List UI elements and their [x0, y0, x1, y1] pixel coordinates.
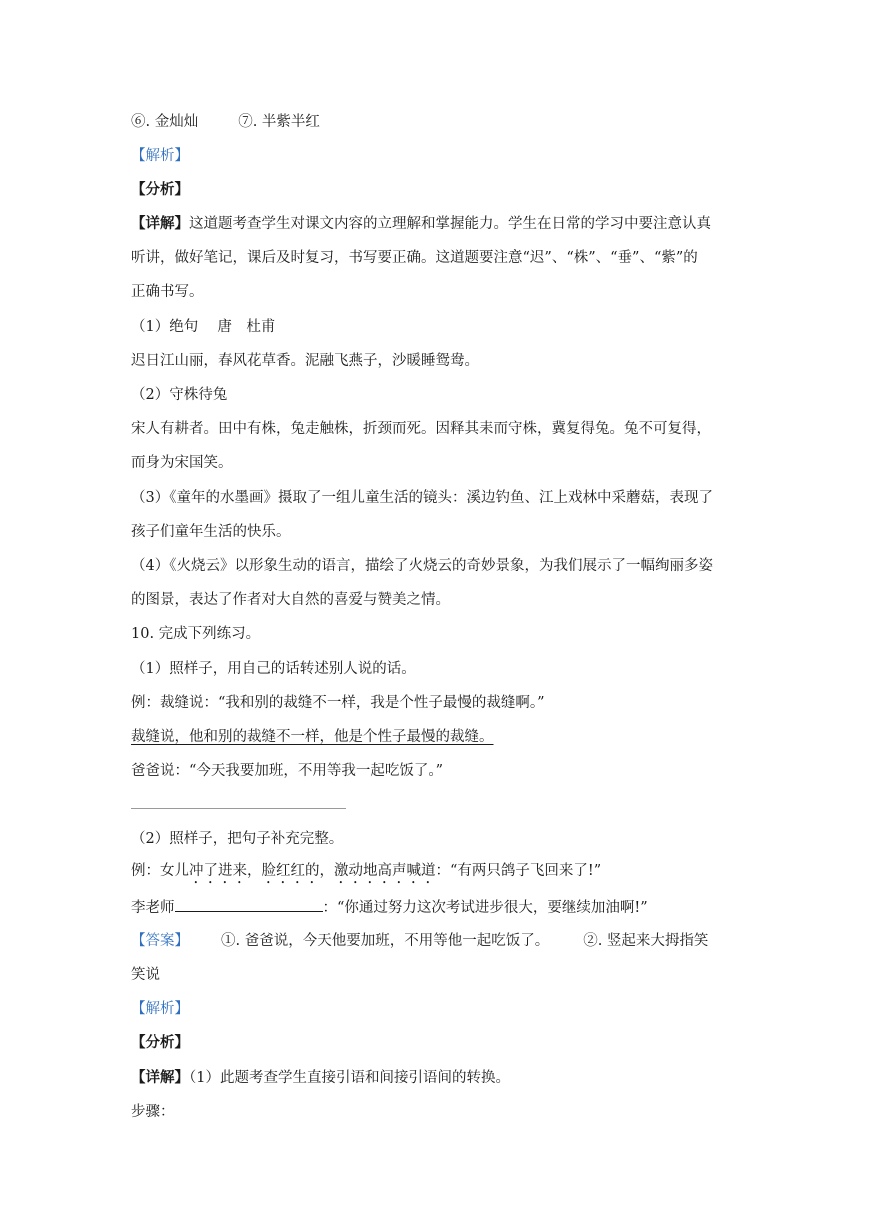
p4-text-1: （4）《火烧云》以形象生动的语言，描绘了火烧云的奇妙景象，为我们展示了一幅绚丽多姿 [131, 558, 713, 574]
s2-example-dotted-3: 激动地高声喊道 [334, 863, 436, 879]
q10-s1-question: 爸爸说：“今天我要加班，不用等我一起吃饭了。” [131, 763, 444, 779]
q9-detail-text-1: 这道题考查学生对课文内容的立理解和掌握能力。学生在日常的学习中要注意认真 [189, 216, 711, 232]
q10-s2-title: （2）照样子，把句子补充完整。 [131, 831, 344, 847]
s2-question-suffix: ：“你通过努力这次考试进步很大，要继续加油啊!” [322, 900, 648, 916]
fenxi-label: 【分析】 [131, 181, 189, 198]
fable-text-2: 而身为宋国笑。 [131, 455, 233, 471]
fable-text-1: 宋人有耕者。田中有株，兔走触株，折颈而死。因释其耒而守株，冀复得兔。兔不可复得， [131, 421, 711, 437]
answer-line-top [131, 112, 320, 132]
answer-2-continued: 笑说 [131, 967, 160, 983]
q9-detail-text-2: 听讲，做好笔记，课后及时复习，书写要正确。这道题要注意“迟”、“株”、“垂”、“紫”的 [131, 250, 698, 266]
answer-line [131, 931, 708, 951]
q10-s1-example-answer: 裁缝说，他和别的裁缝不一样，他是个性子最慢的裁缝。 [131, 729, 494, 745]
s2-example-dotted-1: 冲了进来 [189, 863, 247, 879]
p4-text-2: 的图景，表达了作者对大自然的喜爱与赞美之情。 [131, 592, 450, 608]
s2-example-prefix: 例：女儿 [131, 863, 189, 879]
steps-label: 步骤： [131, 1104, 175, 1120]
answer-item-6: ⑥. 金灿灿 [131, 114, 199, 130]
fill-in-blank[interactable] [175, 897, 323, 912]
analysis-label: 【解析】 [131, 148, 189, 164]
s2-example-comma-2: ， [319, 863, 334, 879]
s2-example-dotted-2: 脸红红的 [261, 863, 320, 879]
detail-line-1 [131, 214, 711, 234]
poem-text: 迟日江山丽，春风花草香。泥融飞燕子，沙暖睡鸳鸯。 [131, 353, 479, 369]
poem-title: （1）绝句 唐 杜甫 [131, 319, 276, 335]
xiangjie-label-2: 【详解】 [131, 1069, 189, 1086]
p3-text-1: （3）《童年的水墨画》摄取了一组儿童生活的镜头：溪边钓鱼、江上戏林中采蘑菇，表现了 [131, 490, 713, 506]
answer-label: 【答案】 [131, 933, 189, 949]
q10-s2-question [131, 897, 648, 918]
q10-detail-text: （1）此题考查学生直接引语和间接引语间的转换。 [189, 1070, 510, 1086]
detail-line-q10 [131, 1068, 510, 1088]
p3-text-2: 孩子们童年生活的快乐。 [131, 524, 291, 540]
fenxi-label-2: 【分析】 [131, 1034, 189, 1051]
answer-blank-line [131, 808, 346, 809]
s2-question-prefix: 李老师 [131, 900, 175, 916]
q10-s1-example: 例：裁缝说：“我和别的裁缝不一样，我是个性子最慢的裁缝啊。” [131, 695, 545, 711]
q9-detail-text-3: 正确书写。 [131, 284, 204, 300]
fable-title: （2）守株待兔 [131, 387, 228, 403]
answer-1: ①. 爸爸说，今天他要加班，不用等他一起吃饭了。 [221, 933, 550, 949]
s2-example-comma-1: ， [247, 863, 262, 879]
answer-2: ②. 竖起来大拇指笑 [583, 933, 709, 949]
q10-s1-title: （1）照样子，用自己的话转述别人说的话。 [131, 661, 416, 677]
xiangjie-label: 【详解】 [131, 215, 189, 232]
q10-title: 10. 完成下列练习。 [131, 626, 261, 642]
s2-example-suffix: ：“有两只鸽子飞回来了!” [435, 863, 602, 879]
answer-item-7: ⑦. 半紫半红 [238, 114, 320, 130]
analysis-label-2: 【解析】 [131, 1001, 189, 1017]
q10-s2-example [131, 861, 601, 887]
